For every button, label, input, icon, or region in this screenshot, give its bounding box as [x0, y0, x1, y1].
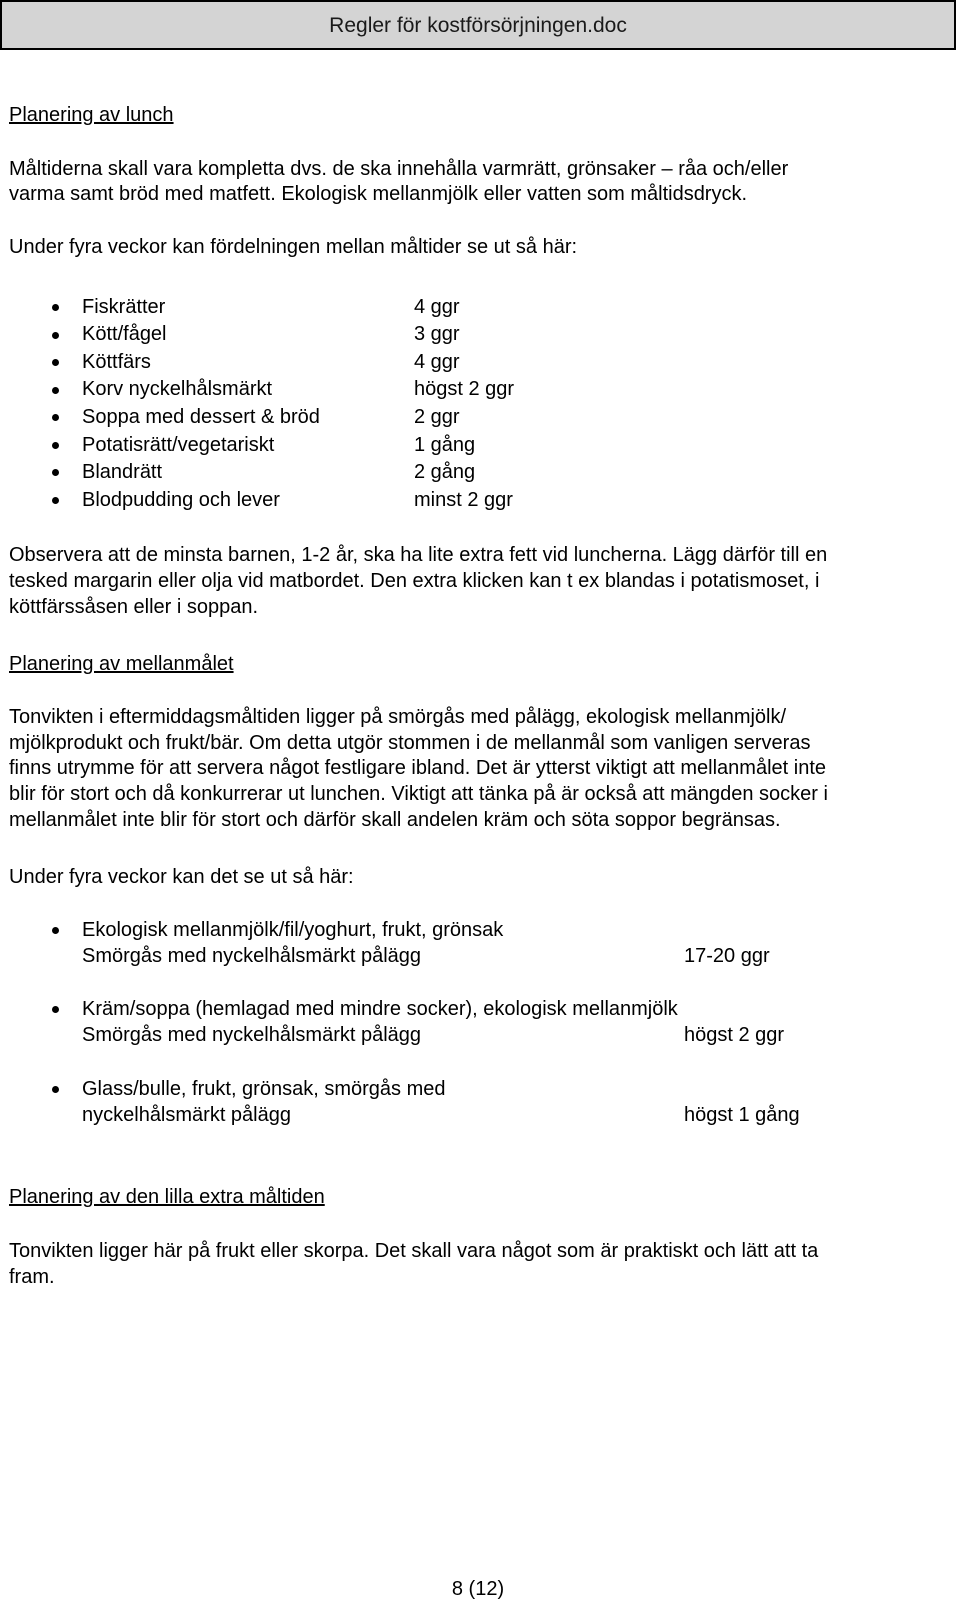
list-item-label: Blodpudding och lever [82, 489, 280, 511]
bullet-icon [52, 359, 59, 366]
extra-paragraph-line: Tonvikten ligger här på frukt eller skorpa. Det skall vara något som är praktiskt och lätt att ta [9, 1240, 819, 1262]
lunch-intro: Under fyra veckor kan fördelningen mellan måltider se ut så här: [9, 236, 578, 258]
extra-paragraph-line: fram. [9, 1266, 55, 1288]
list-item-line: Glass/bulle, frukt, grönsak, smörgås med [82, 1078, 446, 1100]
list-item-label: Soppa med dessert & bröd [82, 406, 320, 428]
lunch-paragraph-line: Måltiderna skall vara kompletta dvs. de ska innehålla varmrätt, grönsaker – råa och/eller [9, 158, 789, 180]
snack-paragraph-line: Tonvikten i eftermiddagsmåltiden ligger på smörgås med pålägg, ekologisk mellanmjölk/ [9, 706, 787, 728]
list-item-line: Smörgås med nyckelhålsmärkt pålägg [82, 1024, 422, 1046]
document-title: Regler för kostförsörjningen.doc [329, 14, 627, 37]
bullet-icon [52, 387, 59, 394]
list-item-label: Blandrätt [82, 461, 163, 483]
bullet-icon [52, 469, 59, 476]
list-item-label: Fiskrätter [82, 296, 166, 318]
bullet-icon [52, 304, 59, 311]
list-item-value: 17-20 ggr [684, 945, 770, 967]
page-number: 8 (12) [451, 1578, 505, 1600]
snack-paragraph-line: finns utrymme för att servera något festligare ibland. Det är ytterst viktigt att mellanmålet inte [9, 757, 827, 779]
list-item-line: Kräm/soppa (hemlagad med mindre socker), ekologisk mellanmjölk [82, 998, 678, 1020]
list-item-line: Smörgås med nyckelhålsmärkt pålägg [82, 945, 422, 967]
bullet-icon [52, 414, 59, 421]
lunch-note-line: köttfärssåsen eller i soppan. [9, 596, 259, 618]
list-item-label: Potatisrätt/vegetariskt [82, 434, 275, 456]
snack-paragraph-line: blir för stort och då konkurrerar ut lunchen. Viktigt att tänka på är också att mängden socker i [9, 783, 828, 805]
list-item-value: 4 ggr [414, 296, 460, 318]
lunch-note-line: tesked margarin eller olja vid matbordet. Den extra klicken kan t ex blandas i potatismoset, i [9, 570, 820, 592]
extra-heading: Planering av den lilla extra måltiden [9, 1186, 325, 1208]
list-item-value: 1 gång [414, 434, 476, 456]
list-item-label: Kött/fågel [82, 323, 167, 345]
bullet-icon [52, 1006, 59, 1013]
snack-paragraph-line: mellanmålet inte blir för stort och därför skall andelen kräm och söta soppor begränsas. [9, 809, 781, 831]
snack-heading: Planering av mellanmålet [9, 653, 234, 675]
lunch-note-line: Observera att de minsta barnen, 1-2 år, ska ha lite extra fett vid luncherna. Lägg därför till en [9, 544, 828, 566]
list-item-value: 3 ggr [414, 323, 460, 345]
snack-paragraph-line: mjölkprodukt och frukt/bär. Om detta utgör stommen i de mellanmål som vanligen serveras [9, 732, 811, 754]
snack-intro: Under fyra veckor kan det se ut så här: [9, 866, 354, 888]
list-item-value: minst 2 ggr [414, 489, 513, 511]
list-item-line: nyckelhålsmärkt pålägg [82, 1104, 291, 1126]
list-item-value: högst 1 gång [684, 1104, 800, 1126]
bullet-icon [52, 332, 59, 339]
bullet-icon [52, 1086, 59, 1093]
list-item-value: 2 gång [414, 461, 476, 483]
bullet-icon [52, 497, 59, 504]
document-header [0, 0, 956, 50]
list-item-value: högst 2 ggr [414, 378, 515, 400]
list-item-line: Ekologisk mellanmjölk/fil/yoghurt, frukt, grönsak [82, 919, 504, 941]
list-item-label: Korv nyckelhålsmärkt [82, 378, 273, 400]
list-item-value: 2 ggr [414, 406, 460, 428]
list-item-value: 4 ggr [414, 351, 460, 373]
list-item-value: högst 2 ggr [684, 1024, 785, 1046]
lunch-heading: Planering av lunch [9, 104, 174, 126]
lunch-paragraph-line: varma samt bröd med matfett. Ekologisk mellanmjölk eller vatten som måltidsdryck. [9, 183, 748, 205]
bullet-icon [52, 927, 59, 934]
list-item-label: Köttfärs [82, 351, 151, 373]
bullet-icon [52, 442, 59, 449]
